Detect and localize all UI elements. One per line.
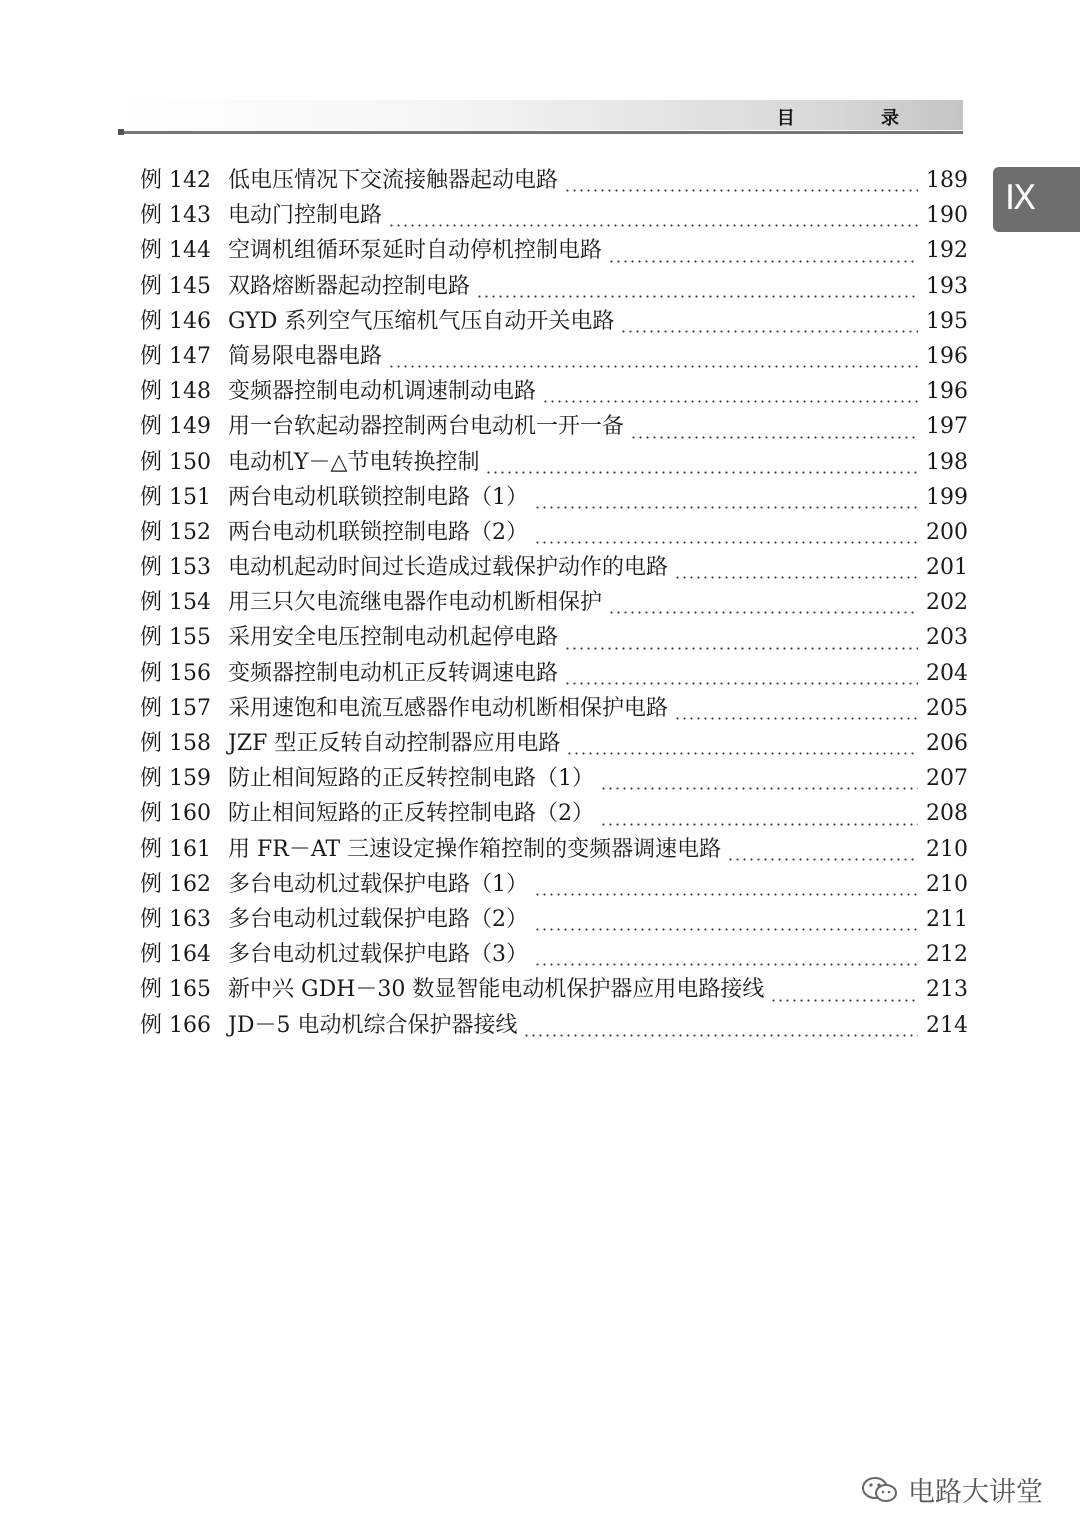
toc-entry-number: 例 147 — [140, 343, 211, 369]
toc-dot-leader — [564, 647, 918, 650]
toc-entry[interactable] — [140, 515, 968, 550]
toc-entry-number: 例 164 — [140, 942, 211, 968]
toc-dot-leader — [523, 1034, 918, 1037]
toc-dot-leader — [608, 611, 918, 614]
toc-entry-number: 例 161 — [140, 836, 211, 862]
toc-entry-page: 203 — [926, 625, 968, 651]
header-rule-marker — [118, 129, 124, 135]
toc-entry-title: 采用速饱和电流互感器作电动机断相保护电路 — [228, 695, 669, 721]
page-number-label: Ⅸ — [1005, 178, 1037, 218]
toc-entry-title: 两台电动机联锁控制电路（2） — [228, 519, 528, 545]
toc-entry-title: 空调机组循环泵延时自动停机控制电路 — [228, 238, 603, 264]
toc-entry-title: 用一台软起动器控制两台电动机一开一备 — [228, 414, 625, 440]
toc-entry-title: 采用安全电压控制电动机起停电路 — [228, 625, 559, 651]
toc-entry-title: 电动机起动时间过长造成过载保护动作的电路 — [228, 555, 669, 581]
toc-entry-page: 206 — [926, 731, 968, 756]
toc-entry-title: 多台电动机过载保护电路（3） — [228, 942, 528, 968]
toc-entry-title: 变频器控制电动机正反转调速电路 — [228, 660, 559, 686]
page-header — [118, 100, 963, 130]
toc-entry-number: 例 146 — [140, 308, 211, 334]
toc-entry-title: 多台电动机过载保护电路（1） — [228, 871, 528, 897]
toc-entry-number: 例 151 — [140, 484, 211, 510]
toc-entry[interactable] — [140, 339, 968, 374]
toc-entry-page: 202 — [926, 590, 968, 616]
toc-entry-number: 例 152 — [140, 519, 211, 545]
toc-dot-leader — [564, 682, 918, 685]
toc-entry-number: 例 157 — [140, 695, 211, 721]
toc-dot-leader — [608, 260, 918, 263]
toc-entry-page: 192 — [926, 238, 968, 264]
toc-entry-number: 例 149 — [140, 414, 211, 440]
toc-entry-page: 197 — [926, 414, 968, 440]
toc-entry-title: 变频器控制电动机调速制动电路 — [228, 379, 537, 405]
toc-entry-number: 例 165 — [140, 977, 211, 1003]
toc-entry[interactable] — [140, 1008, 968, 1043]
toc-dot-leader — [476, 295, 918, 298]
toc-entry-title: 低电压情况下交流接触器起动电路 — [228, 168, 559, 193]
toc-dot-leader — [388, 365, 918, 368]
toc-entry-number: 例 142 — [140, 168, 211, 193]
toc-entry-title: 电动门控制电路 — [228, 203, 383, 229]
toc-entry-number: 例 166 — [140, 1012, 211, 1038]
toc-entry[interactable] — [140, 198, 968, 233]
toc-entry-page: 205 — [926, 695, 968, 721]
toc-entry-page: 208 — [926, 801, 968, 827]
toc-entry-page: 190 — [926, 203, 968, 229]
toc-entry[interactable] — [140, 656, 968, 691]
toc-entry-page: 195 — [926, 308, 968, 334]
toc-entry-page: 196 — [926, 343, 968, 369]
toc-entry[interactable] — [140, 480, 968, 515]
toc-entry-number: 例 148 — [140, 379, 211, 405]
toc-entry-title: 新中兴 GDH－30 数显智能电动机保护器应用电路接线 — [228, 977, 765, 1003]
toc-entry-number: 例 163 — [140, 906, 211, 932]
toc-entry-page: 212 — [926, 942, 968, 968]
toc-entry-page: 211 — [926, 906, 968, 932]
toc-entry-title: 简易限电器电路 — [228, 343, 383, 369]
header-title: 目 录 — [776, 108, 939, 129]
toc-entry-number: 例 143 — [140, 203, 211, 229]
toc-dot-leader — [534, 963, 918, 966]
wechat-icon — [860, 1475, 900, 1505]
toc-entry[interactable] — [140, 269, 968, 304]
toc-entry-page: 213 — [926, 977, 968, 1003]
toc-entry[interactable] — [140, 937, 968, 972]
toc-entry[interactable] — [140, 374, 968, 409]
toc-dot-leader — [566, 752, 918, 755]
toc-entry[interactable] — [140, 445, 968, 480]
toc-entry[interactable] — [140, 163, 968, 198]
toc-entry[interactable] — [140, 867, 968, 902]
watermark — [860, 1470, 1043, 1509]
toc-dot-leader — [534, 506, 918, 509]
toc-entry[interactable] — [140, 832, 968, 867]
toc-dot-leader — [485, 471, 918, 474]
toc-entry-page: 201 — [926, 555, 968, 581]
toc-entry[interactable] — [140, 972, 968, 1007]
toc-entry[interactable] — [140, 620, 968, 655]
toc-entry-title: 两台电动机联锁控制电路（1） — [228, 484, 528, 510]
toc-entry-number: 例 153 — [140, 555, 211, 581]
toc-entry-number: 例 150 — [140, 449, 211, 475]
toc-entry-page: 189 — [926, 168, 968, 193]
toc-entry[interactable] — [140, 409, 968, 444]
toc-entry-page: 198 — [926, 449, 968, 475]
toc-entry-page: 210 — [926, 871, 968, 897]
toc-entry[interactable] — [140, 550, 968, 585]
toc-entry[interactable] — [140, 585, 968, 620]
toc-entry-number: 例 156 — [140, 660, 211, 686]
toc-entry-number: 例 159 — [140, 766, 211, 792]
toc-entry-page: 210 — [926, 836, 968, 862]
toc-entry[interactable] — [140, 233, 968, 268]
toc-dot-leader — [600, 823, 918, 826]
toc-dot-leader — [770, 999, 918, 1002]
toc-entry-title: JZF 型正反转自动控制器应用电路 — [228, 731, 561, 756]
toc-entry-number: 例 155 — [140, 625, 211, 651]
toc-entry-title: 用三只欠电流继电器作电动机断相保护 — [228, 590, 603, 616]
toc-entry-title: 电动机Y－△节电转换控制 — [228, 449, 480, 475]
toc-entry-number: 例 158 — [140, 731, 211, 756]
toc-entry-title: 多台电动机过载保护电路（2） — [228, 906, 528, 932]
toc-entry[interactable] — [140, 761, 968, 796]
toc-entry[interactable] — [140, 726, 968, 761]
toc-entry-title: JD－5 电动机综合保护器接线 — [228, 1012, 518, 1038]
toc-entry-title: GYD 系列空气压缩机气压自动开关电路 — [228, 308, 615, 334]
watermark-text: 电路大讲堂 — [908, 1477, 1043, 1508]
toc-dot-leader — [727, 858, 918, 861]
toc-entry[interactable] — [140, 304, 968, 339]
toc-entry-page: 200 — [926, 519, 968, 545]
toc-dot-leader — [620, 330, 918, 333]
toc-dot-leader — [600, 787, 918, 790]
toc-entry-title: 防止相间短路的正反转控制电路（1） — [228, 766, 594, 792]
toc-entry-title: 双路熔断器起动控制电路 — [228, 273, 471, 299]
toc-entry[interactable] — [140, 902, 968, 937]
toc-entry-title: 用 FR－AT 三速设定操作箱控制的变频器调速电路 — [228, 836, 722, 862]
toc-dot-leader — [388, 224, 918, 227]
toc-dot-leader — [534, 541, 918, 544]
toc-entry-number: 例 145 — [140, 273, 211, 299]
toc-entry-page: 196 — [926, 379, 968, 405]
toc-entry-number: 例 154 — [140, 590, 211, 616]
table-of-contents — [140, 163, 968, 1043]
toc-entry[interactable] — [140, 691, 968, 726]
toc-entry-number: 例 160 — [140, 801, 211, 827]
toc-dot-leader — [674, 576, 918, 579]
toc-entry-page: 214 — [926, 1012, 968, 1038]
toc-entry-page: 199 — [926, 484, 968, 510]
toc-dot-leader — [674, 717, 918, 720]
toc-entry-page: 207 — [926, 766, 968, 792]
toc-dot-leader — [534, 893, 918, 896]
toc-dot-leader — [542, 400, 918, 403]
toc-dot-leader — [534, 928, 918, 931]
header-rule — [118, 131, 963, 134]
toc-entry-number: 例 162 — [140, 871, 211, 897]
toc-entry-title: 防止相间短路的正反转控制电路（2） — [228, 801, 594, 827]
toc-entry-page: 193 — [926, 273, 968, 299]
toc-entry-page: 204 — [926, 660, 968, 686]
toc-entry-number: 例 144 — [140, 238, 211, 264]
toc-dot-leader — [564, 189, 918, 192]
toc-entry[interactable] — [140, 796, 968, 831]
toc-dot-leader — [630, 436, 918, 439]
